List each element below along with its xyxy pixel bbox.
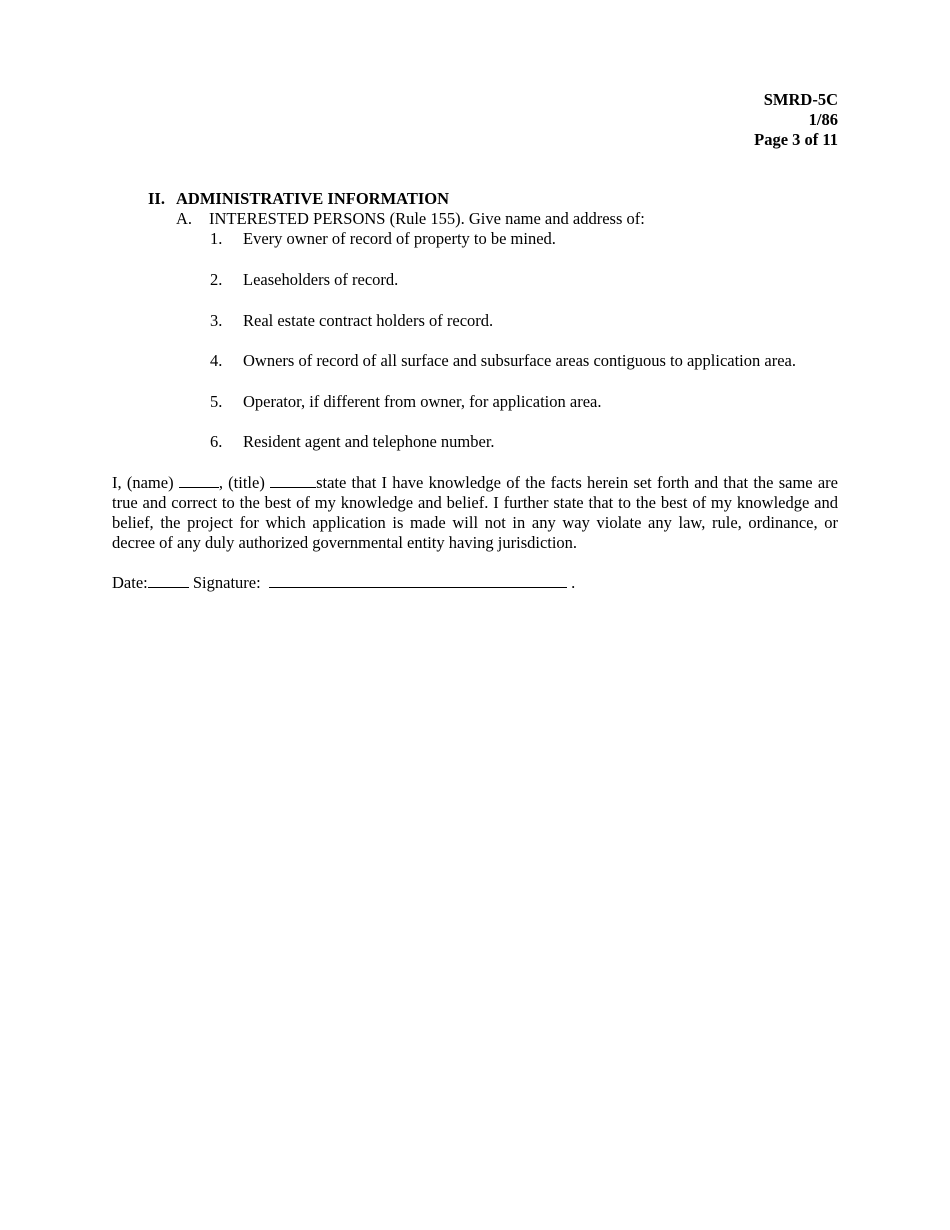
signature-end-period: . <box>571 573 576 592</box>
form-id: SMRD-5C <box>763 90 838 109</box>
item-number: 3. <box>210 311 223 330</box>
item-number: 1. <box>210 229 223 248</box>
certification-statement <box>112 473 838 553</box>
subsection-text: INTERESTED PERSONS (Rule 155). Give name and address of: <box>209 209 645 228</box>
item-number: 5. <box>210 392 223 411</box>
item-text: Owners of record of all surface and subsurface areas contiguous to application area. <box>243 351 796 370</box>
statement-title-label: , (title) <box>218 473 271 492</box>
item-text: Every owner of record of property to be mined. <box>243 229 556 248</box>
section-number: II. <box>148 189 165 208</box>
item-text: Operator, if different from owner, for application area. <box>243 392 602 411</box>
section-title: ADMINISTRATIVE INFORMATION <box>176 189 450 208</box>
form-revision: 1/86 <box>808 110 838 129</box>
title-blank[interactable] <box>270 473 316 488</box>
name-blank[interactable] <box>179 473 219 488</box>
signature-blank[interactable] <box>269 573 567 588</box>
item-text: Real estate contract holders of record. <box>243 311 494 330</box>
item-number: 2. <box>210 270 223 289</box>
statement-prefix: I, (name) <box>112 473 179 492</box>
signature-row <box>112 573 575 593</box>
item-number: 4. <box>210 351 223 370</box>
date-label: Date: <box>112 573 148 592</box>
statement-body: state that I have knowledge of the facts herein set forth and that the same are true and correct to the best of my knowledge and belief. I further state that to the best of my knowledge and belief, the project for which application is made will not in any way violate any law, rule, ordinance, or decree of any duly authorized governmental entity having jurisdiction. <box>112 473 839 552</box>
subsection-letter: A. <box>176 209 193 228</box>
date-blank[interactable] <box>148 573 189 588</box>
page-number: Page 3 of 11 <box>754 130 838 149</box>
item-text: Leaseholders of record. <box>243 270 399 289</box>
item-text: Resident agent and telephone number. <box>243 432 495 451</box>
item-number: 6. <box>210 432 223 451</box>
signature-label: Signature: <box>192 573 261 592</box>
